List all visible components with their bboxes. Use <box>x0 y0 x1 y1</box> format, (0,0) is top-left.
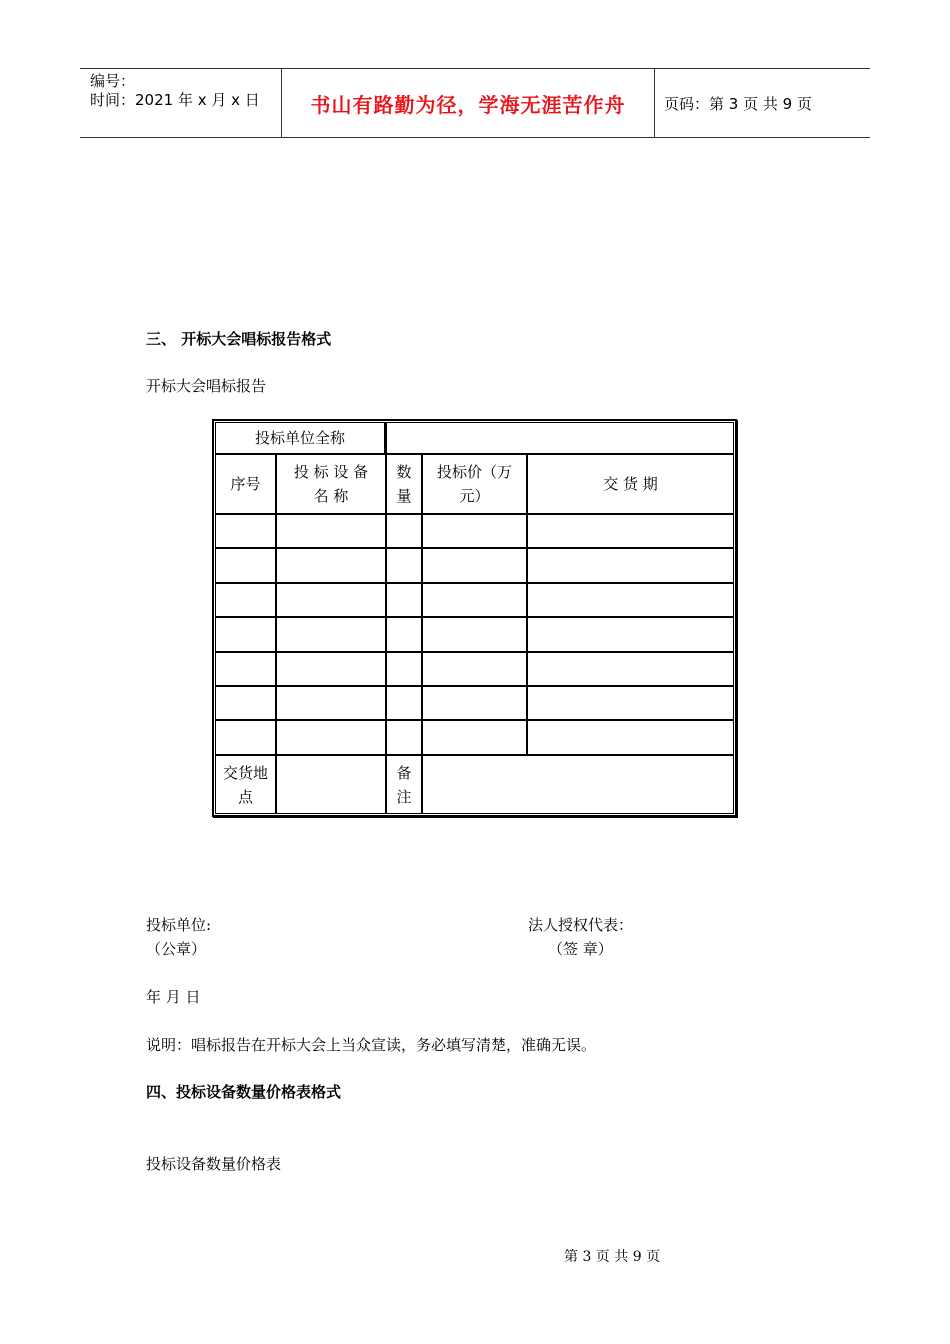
col-header-device-name: 投 标 设 备 名 称 <box>276 454 386 514</box>
cell-qty[interactable] <box>386 583 422 617</box>
bidder-label: 投标单位: <box>146 916 212 934</box>
cell-seq[interactable] <box>215 720 276 754</box>
delivery-place-value[interactable] <box>276 755 386 814</box>
cell-device-name[interactable] <box>276 583 386 617</box>
date-line: 年 月 日 <box>146 988 201 1006</box>
page-header <box>80 68 870 138</box>
cell-device-name[interactable] <box>276 652 386 686</box>
cell-qty[interactable] <box>386 617 422 651</box>
cell-price[interactable] <box>422 514 527 548</box>
cell-seq[interactable] <box>215 548 276 582</box>
cell-seq[interactable] <box>215 583 276 617</box>
bidder-full-name-label: 投标单位全称 <box>215 422 386 454</box>
cell-price[interactable] <box>422 720 527 754</box>
cell-price[interactable] <box>422 686 527 720</box>
section4-subtitle: 投标设备数量价格表 <box>146 1155 282 1173</box>
cell-delivery-period[interactable] <box>527 686 734 720</box>
cell-price[interactable] <box>422 652 527 686</box>
bid-report-table <box>212 419 737 817</box>
cell-qty[interactable] <box>386 686 422 720</box>
header-motto: 书山有路勤为径，学海无涯苦作舟 <box>310 93 626 117</box>
col-header-delivery-period: 交 货 期 <box>527 454 734 514</box>
cell-seq[interactable] <box>215 617 276 651</box>
cell-delivery-period[interactable] <box>527 548 734 582</box>
page-footer: 第 3 页 共 9 页 <box>564 1249 661 1265</box>
cell-price[interactable] <box>422 617 527 651</box>
cell-delivery-period[interactable] <box>527 720 734 754</box>
delivery-place-label: 交货地 点 <box>215 755 276 814</box>
cell-device-name[interactable] <box>276 548 386 582</box>
remark-label: 备 注 <box>386 755 422 814</box>
col-header-price: 投标价（万 元） <box>422 454 527 514</box>
serial-label: 编号： <box>90 72 136 90</box>
remark-value[interactable] <box>422 755 734 814</box>
bidder-seal: （公章） <box>146 940 207 958</box>
section3-heading: 三、 开标大会唱标报告格式 <box>146 330 332 348</box>
cell-device-name[interactable] <box>276 617 386 651</box>
cell-seq[interactable] <box>215 514 276 548</box>
bidder-full-name-value[interactable] <box>386 422 734 454</box>
cell-device-name[interactable] <box>276 720 386 754</box>
cell-qty[interactable] <box>386 720 422 754</box>
cell-device-name[interactable] <box>276 686 386 720</box>
section4-heading: 四、投标设备数量价格表格式 <box>146 1083 342 1101</box>
legal-rep-label: 法人授权代表： <box>528 916 634 934</box>
legal-rep-seal: （签 章） <box>548 940 613 958</box>
section3-subtitle: 开标大会唱标报告 <box>146 377 267 395</box>
cell-delivery-period[interactable] <box>527 514 734 548</box>
col-header-qty: 数 量 <box>386 454 422 514</box>
cell-seq[interactable] <box>215 652 276 686</box>
cell-price[interactable] <box>422 548 527 582</box>
cell-qty[interactable] <box>386 514 422 548</box>
cell-price[interactable] <box>422 583 527 617</box>
col-header-seq: 序号 <box>215 454 276 514</box>
note-text: 说明：唱标报告在开标大会上当众宣读，务必填写清楚，准确无误。 <box>146 1036 597 1054</box>
cell-device-name[interactable] <box>276 514 386 548</box>
cell-seq[interactable] <box>215 686 276 720</box>
cell-qty[interactable] <box>386 548 422 582</box>
time-label: 时间：2021 年 x 月 x 日 <box>90 91 260 109</box>
cell-delivery-period[interactable] <box>527 583 734 617</box>
cell-qty[interactable] <box>386 652 422 686</box>
cell-delivery-period[interactable] <box>527 617 734 651</box>
header-meta <box>90 72 260 110</box>
cell-delivery-period[interactable] <box>527 652 734 686</box>
header-page-info: 页码：第 3 页 共 9 页 <box>664 95 812 113</box>
